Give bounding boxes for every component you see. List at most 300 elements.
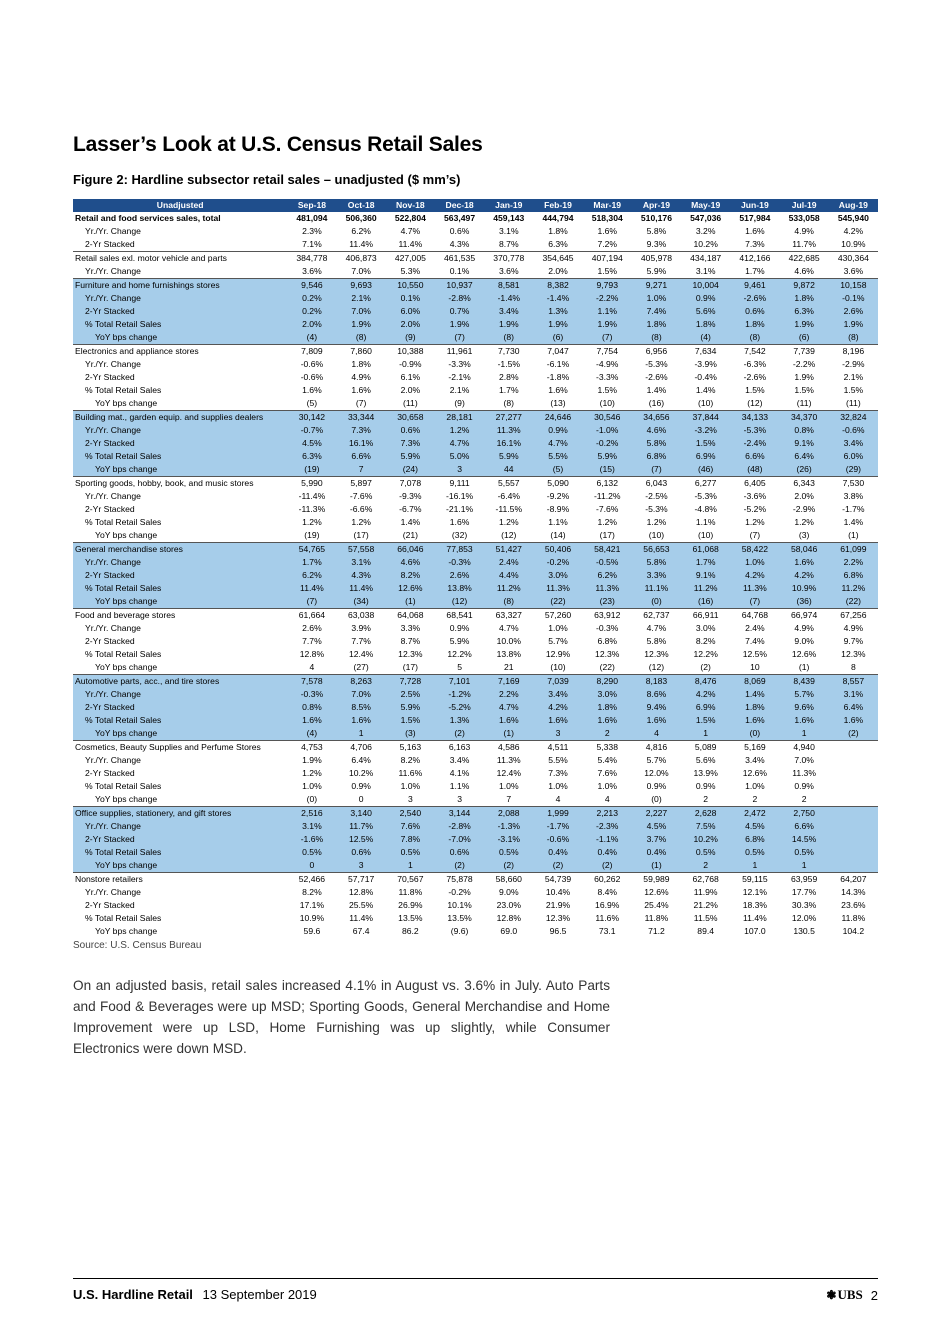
table-cell: (2) (435, 859, 484, 873)
table-cell: 57,260 (533, 609, 582, 623)
table-cell (829, 820, 878, 833)
table-row (73, 569, 878, 582)
table-cell: 0.8% (780, 424, 829, 437)
table-cell: 6,043 (632, 477, 681, 491)
table-cell: 6.2% (287, 569, 336, 582)
table-cell: -0.6% (829, 424, 878, 437)
table-cell: 12.3% (841, 649, 866, 659)
table-row (73, 358, 878, 371)
table-cell: 4.7% (400, 226, 421, 236)
table-cell: 12.2% (693, 649, 718, 659)
table-cell: 64,768 (730, 609, 779, 623)
table-cell: -9.3% (399, 491, 422, 501)
table-cell: 5.3% (400, 266, 421, 276)
table-cell: 26.9% (398, 900, 423, 910)
table-cell: 13.8% (435, 582, 484, 595)
table-cell: 545,940 (837, 213, 869, 223)
table-cell: 5.7% (646, 755, 667, 765)
table-cell: 2.1% (843, 372, 864, 382)
table-row (73, 516, 878, 529)
table-cell: 4.7% (484, 701, 533, 714)
table-cell: 1.9% (484, 318, 533, 331)
row-label: YoY bps change (95, 662, 158, 672)
table-cell: 7,728 (386, 675, 435, 689)
table-cell: 4 (632, 727, 681, 741)
row-label: % Total Retail Sales (85, 385, 162, 395)
table-row (73, 450, 878, 463)
table-cell: -2.6% (743, 372, 767, 382)
table-cell: 4.6% (386, 556, 435, 569)
table-cell: (3) (386, 727, 435, 741)
table-cell: 0.6% (435, 846, 484, 859)
table-cell: -4.9% (596, 359, 619, 369)
table-cell: 9,546 (287, 279, 336, 293)
table-cell: 6.6% (337, 450, 386, 463)
table-cell: 58,421 (583, 543, 632, 557)
table-cell: 4.7% (646, 623, 667, 633)
table-cell: 4.2% (780, 569, 829, 582)
table-cell: 563,497 (444, 213, 476, 223)
row-label: Yr./Yr. Change (85, 623, 141, 633)
table-cell: (10) (698, 530, 714, 540)
table-cell: 0 (358, 794, 364, 804)
table-cell: 6.0% (386, 305, 435, 318)
table-cell: 63,038 (337, 609, 386, 623)
table-cell: 69.0 (500, 926, 518, 936)
table-cell: 1.9% (780, 318, 829, 331)
table-cell: -2.8% (435, 820, 484, 833)
table-cell: -0.6% (300, 359, 324, 369)
table-cell: 2.8% (499, 372, 519, 382)
table-row (73, 212, 878, 225)
table-cell: 1.6% (632, 714, 681, 727)
table-cell: 59,989 (632, 873, 681, 887)
header-label: Unadjusted (73, 199, 287, 212)
table-cell: (1) (386, 595, 435, 609)
table-cell: 0.1% (386, 292, 435, 305)
table-cell: 1.5% (597, 266, 618, 276)
table-cell: 6.0% (829, 450, 878, 463)
table-cell: 0.5% (484, 846, 533, 859)
table-cell: 8.4% (597, 887, 618, 897)
table-cell: (16) (681, 595, 730, 609)
table-cell: 96.5 (549, 926, 567, 936)
table-cell: -2.5% (645, 491, 668, 501)
table-cell: 1.6% (484, 714, 533, 727)
table-cell: 11.2% (681, 582, 730, 595)
table-cell: 11.3% (792, 768, 816, 778)
table-cell: 8,183 (632, 675, 681, 689)
source-note: Source: U.S. Census Bureau (73, 940, 202, 951)
table-row (73, 477, 878, 491)
table-cell: 533,058 (788, 213, 820, 223)
table-row (73, 411, 878, 425)
table-cell: 5.9% (646, 266, 667, 276)
row-label: 2-Yr Stacked (73, 569, 287, 582)
table-cell: 0.5% (730, 846, 779, 859)
row-label: Cosmetics, Beauty Supplies and Perfume Stores (73, 741, 287, 755)
table-row (73, 490, 878, 503)
table-cell: 7,634 (681, 345, 730, 359)
table-cell: 9.3% (646, 239, 667, 249)
table-cell: 1.1% (548, 517, 568, 527)
table-cell: 1.3% (533, 305, 582, 318)
table-cell: -5.3% (645, 359, 668, 369)
table-cell: 34,133 (730, 411, 779, 425)
table-cell: 25.4% (644, 900, 669, 910)
table-cell: -2.4% (730, 437, 779, 450)
table-cell: 1.6% (287, 714, 336, 727)
table-cell: -0.3% (287, 688, 336, 701)
table-cell: 6,163 (435, 741, 484, 755)
table-cell: 5,163 (386, 741, 435, 755)
table-cell: 7.3% (386, 437, 435, 450)
table-cell: (7) (355, 398, 367, 408)
table-cell: 4,586 (484, 741, 533, 755)
table-cell: -5.3% (645, 504, 668, 514)
row-label: % Total Retail Sales (85, 781, 162, 791)
table-cell: -16.1% (445, 491, 474, 501)
row-label: % Total Retail Sales (73, 582, 287, 595)
table-cell: 427,005 (386, 252, 435, 266)
table-cell: 3.3% (632, 569, 681, 582)
table-cell: 12.6% (386, 582, 435, 595)
table-cell: 70,567 (386, 873, 435, 887)
report-date: 13 September 2019 (202, 1287, 317, 1302)
table-cell: 4.7% (533, 437, 582, 450)
row-label: % Total Retail Sales (85, 913, 162, 923)
table-cell: 8,581 (484, 279, 533, 293)
table-cell: 77,853 (435, 543, 484, 557)
table-cell: 4,940 (780, 741, 829, 755)
table-cell: 24,646 (533, 411, 582, 425)
table-cell: 11.4% (398, 239, 423, 249)
table-cell: 6,405 (730, 477, 779, 491)
table-row (73, 238, 878, 252)
row-label: Office supplies, stationery, and gift stores (73, 807, 287, 821)
table-cell: 9.0% (499, 887, 519, 897)
table-cell: 64,068 (386, 609, 435, 623)
table-row (73, 780, 878, 793)
table-cell: 7.3% (548, 768, 568, 778)
table-cell: 7,860 (337, 345, 386, 359)
table-row (73, 925, 878, 938)
table-cell: 66,911 (681, 609, 730, 623)
table-cell: (7) (583, 331, 632, 345)
table-row (73, 265, 878, 279)
table-cell: -0.1% (829, 292, 878, 305)
table-cell: (46) (681, 463, 730, 477)
table-cell: 0.4% (632, 846, 681, 859)
table-cell: -2.2% (583, 292, 632, 305)
table-cell: 7,078 (386, 477, 435, 491)
table-cell: 11.2% (829, 582, 878, 595)
table-cell: 30.3% (791, 900, 817, 910)
table-cell: (11) (796, 398, 812, 408)
table-cell: -1.7% (842, 504, 865, 514)
table-cell: 52,466 (287, 873, 336, 887)
table-cell: 10.0% (496, 636, 521, 646)
table-row (73, 279, 878, 293)
table-cell: 11.3% (730, 582, 779, 595)
table-cell: 4.4% (484, 569, 533, 582)
table-row (73, 529, 878, 543)
table-cell: -1.0% (583, 424, 632, 437)
table-cell: 7.6% (597, 768, 618, 778)
table-cell: 10.2% (681, 833, 730, 846)
table-cell: 63,327 (484, 609, 533, 623)
table-cell: 2 (801, 794, 807, 804)
table-cell: 1,999 (533, 807, 582, 821)
table-cell: 5.7% (548, 636, 568, 646)
table-cell: (1) (798, 662, 810, 672)
table-cell: -9.2% (546, 491, 570, 501)
table-cell: 73.1 (598, 926, 616, 936)
table-cell: -0.2% (448, 887, 471, 897)
table-cell: 5.8% (646, 226, 667, 236)
table-cell: -6.3% (743, 359, 767, 369)
table-cell: (16) (648, 398, 665, 408)
table-cell: 11.8% (644, 913, 669, 923)
table-cell: 3 (337, 859, 386, 873)
table-cell: 4 (604, 794, 610, 804)
table-cell: 50,406 (533, 543, 582, 557)
row-label: Retail and food services sales, total (75, 213, 221, 223)
table-cell: 18.3% (742, 900, 768, 910)
table-row (73, 833, 878, 846)
table-cell: -11.2% (593, 491, 621, 501)
table-cell: -2.2% (792, 359, 816, 369)
table-cell: 4.5% (730, 820, 779, 833)
table-cell: 0.9% (449, 623, 470, 633)
row-label: % Total Retail Sales (85, 517, 162, 527)
table-cell: 1.9% (583, 318, 632, 331)
row-label: YoY bps change (73, 595, 287, 609)
table-cell: 11.7% (792, 239, 816, 249)
table-cell: 8,439 (780, 675, 829, 689)
row-label: Building mat., garden equip. and supplies dealers (73, 411, 287, 425)
table-cell: 6.8% (597, 636, 618, 646)
table-cell: 9,872 (780, 279, 829, 293)
row-label: 2-Yr Stacked (85, 768, 135, 778)
table-cell: (7) (287, 595, 336, 609)
table-row (73, 675, 878, 689)
table-cell: 6.8% (730, 833, 779, 846)
table-cell: 2,516 (287, 807, 336, 821)
table-cell: 89.4 (697, 926, 715, 936)
table-cell: 23.0% (496, 900, 521, 910)
table-cell: 1.3% (435, 714, 484, 727)
table-cell: 2.3% (302, 226, 322, 236)
table-cell: 8.7% (400, 636, 421, 646)
table-cell: 1.5% (843, 385, 864, 395)
table-cell: 1.4% (646, 385, 667, 395)
table-cell: -3.1% (484, 833, 533, 846)
table-row (73, 424, 878, 437)
table-cell: (8) (503, 398, 515, 408)
row-label: YoY bps change (95, 926, 158, 936)
table-cell: 0.6% (386, 424, 435, 437)
table-cell: 4.1% (449, 768, 470, 778)
table-cell: 1.0% (499, 781, 519, 791)
table-cell: 3.2% (695, 226, 716, 236)
table-cell: 17.1% (299, 900, 325, 910)
table-cell: -3.3% (448, 359, 471, 369)
table-cell: -1.6% (287, 833, 336, 846)
table-cell: 62,768 (681, 873, 730, 887)
table-row (73, 635, 878, 648)
row-label: 2-Yr Stacked (73, 437, 287, 450)
table-cell: 1.5% (681, 714, 730, 727)
table-cell: 4,706 (337, 741, 386, 755)
table-cell: 37,844 (681, 411, 730, 425)
table-cell: 5.9% (386, 450, 435, 463)
table-cell: 4.5% (632, 820, 681, 833)
table-cell: 21 (504, 662, 514, 672)
table-cell: 1.0% (548, 623, 568, 633)
table-cell: 23.6% (841, 900, 866, 910)
table-cell: 8,263 (337, 675, 386, 689)
table-cell: 0.9% (533, 424, 582, 437)
table-cell: (21) (402, 530, 418, 540)
table-cell: 1.6% (597, 226, 618, 236)
table-cell: 10 (750, 662, 760, 672)
table-row (73, 437, 878, 450)
table-cell: 11.3% (496, 755, 521, 765)
table-cell: 6.6% (780, 820, 829, 833)
table-cell: -0.2% (533, 556, 582, 569)
table-cell: 12.0% (644, 768, 669, 778)
table-cell: 12.6% (742, 768, 768, 778)
table-cell: 3.0% (583, 688, 632, 701)
table-cell: -0.7% (287, 424, 336, 437)
table-cell: 1.1% (449, 781, 470, 791)
table-cell: 1 (730, 859, 779, 873)
table-cell: (22) (599, 662, 615, 672)
table-cell: 9,693 (337, 279, 386, 293)
table-cell: 3.4% (484, 305, 533, 318)
table-cell (829, 754, 878, 767)
table-cell: 461,535 (435, 252, 484, 266)
table-cell: 2 (583, 727, 632, 741)
table-cell: 2.2% (829, 556, 878, 569)
table-cell: 61,099 (829, 543, 878, 557)
table-cell: 59,115 (730, 873, 779, 887)
table-cell: -7.6% (596, 504, 619, 514)
table-cell: 33,344 (337, 411, 386, 425)
table-cell: 11.1% (632, 582, 681, 595)
table-cell: 14.5% (780, 833, 829, 846)
table-cell: (34) (337, 595, 386, 609)
table-cell: 10.2% (348, 768, 374, 778)
table-cell: 1.8% (351, 359, 371, 369)
table-cell: 56,653 (632, 543, 681, 557)
table-cell: 1.6% (829, 714, 878, 727)
table-cell: 11,961 (435, 345, 484, 359)
table-cell: 1.9% (829, 318, 878, 331)
table-cell: -0.9% (399, 359, 422, 369)
table-cell: 2 (681, 859, 730, 873)
table-cell: 1.7% (681, 556, 730, 569)
table-cell: 1.9% (435, 318, 484, 331)
row-label: 2-Yr Stacked (73, 833, 287, 846)
table-cell: 75,878 (435, 873, 484, 887)
table-cell (829, 780, 878, 793)
row-label: YoY bps change (73, 331, 287, 345)
row-label: % Total Retail Sales (73, 318, 287, 331)
table-cell: 8.7% (499, 239, 519, 249)
row-label: Yr./Yr. Change (73, 424, 287, 437)
table-cell: 51,427 (484, 543, 533, 557)
table-cell: 2.1% (337, 292, 386, 305)
table-cell: 5,089 (681, 741, 730, 755)
table-cell: 9.0% (794, 636, 814, 646)
row-label: Yr./Yr. Change (85, 266, 141, 276)
table-cell: 14.3% (841, 887, 866, 897)
table-row (73, 807, 878, 821)
table-cell: (6) (780, 331, 829, 345)
row-label: YoY bps change (73, 727, 287, 741)
table-cell: 6.3% (287, 450, 336, 463)
table-cell: 11.3% (533, 582, 582, 595)
table-cell: 9.4% (632, 701, 681, 714)
table-cell: 7.1% (302, 239, 322, 249)
row-label: Yr./Yr. Change (73, 820, 287, 833)
table-cell: 9,271 (632, 279, 681, 293)
table-cell: 30,142 (287, 411, 336, 425)
table-cell: 1.0% (400, 781, 421, 791)
table-cell: -2.6% (730, 292, 779, 305)
table-cell: 86.2 (401, 926, 419, 936)
table-cell: 0 (287, 859, 336, 873)
table-cell: 1.1% (583, 305, 632, 318)
table-cell: 5,169 (730, 741, 779, 755)
table-cell: 8,290 (583, 675, 632, 689)
header-month: Sep-18 (287, 199, 336, 212)
table-cell: -6.6% (349, 504, 373, 514)
table-cell: 0.1% (449, 266, 470, 276)
table-row (73, 859, 878, 873)
table-cell: 3.0% (695, 623, 716, 633)
table-row (73, 912, 878, 925)
row-label: 2-Yr Stacked (85, 239, 135, 249)
table-cell: (10) (648, 530, 665, 540)
table-cell: 104.2 (842, 926, 865, 936)
table-cell: 11.2% (484, 582, 533, 595)
table-cell: 7.7% (302, 636, 322, 646)
table-cell: -5.3% (694, 491, 717, 501)
table-cell: 5,090 (533, 477, 582, 491)
table-cell: 27,277 (484, 411, 533, 425)
table-cell: 4.9% (794, 226, 814, 236)
table-cell: (4) (681, 331, 730, 345)
table-cell: 12.4% (348, 649, 374, 659)
table-cell: 0.8% (287, 701, 336, 714)
table-cell: (36) (780, 595, 829, 609)
table-cell: -1.2% (435, 688, 484, 701)
table-cell: 6,956 (632, 345, 681, 359)
table-cell: 54,765 (287, 543, 336, 557)
table-cell: 407,194 (583, 252, 632, 266)
table-cell: 2.0% (548, 266, 568, 276)
table-row (73, 648, 878, 661)
table-row (73, 846, 878, 859)
table-cell: (29) (829, 463, 878, 477)
table-cell: (19) (287, 463, 336, 477)
table-cell: -1.3% (484, 820, 533, 833)
table-cell: 2.4% (484, 556, 533, 569)
row-label: 2-Yr Stacked (85, 504, 135, 514)
